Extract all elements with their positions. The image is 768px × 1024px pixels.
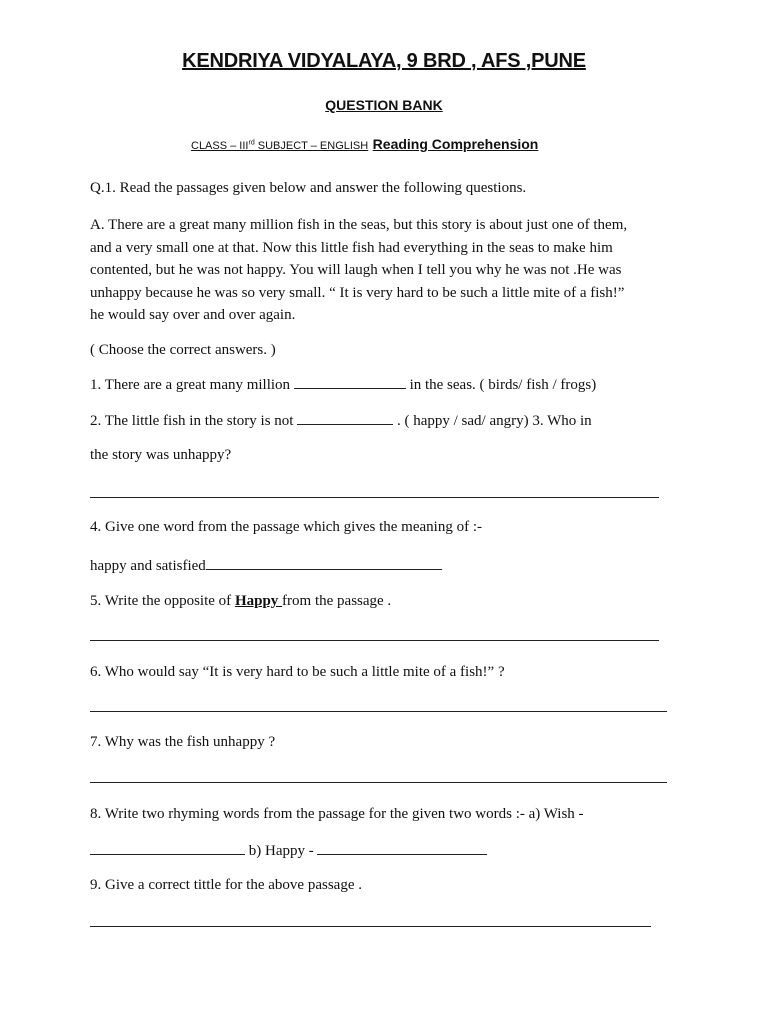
passage-line: he would say over and over again.	[90, 307, 296, 324]
answer-line[interactable]	[90, 926, 651, 927]
class-label: CLASS – IIIrd SUBJECT – ENGLISH	[191, 139, 369, 152]
highlighted-word: Happy	[234, 593, 283, 609]
question-7: 7. Why was the fish unhappy ?	[90, 734, 276, 750]
answer-blank[interactable]	[297, 412, 393, 425]
question-9: 9. Give a correct tittle for the above passage .	[90, 877, 362, 893]
answer-line[interactable]	[90, 640, 659, 641]
question-2: 2. The little fish in the story is not . ( happy / sad/ angry) 3. Who in	[90, 413, 592, 429]
passage-line: A. There are a great many million fish in the seas, but this story is about just one of them,	[90, 217, 628, 233]
document-type-heading: QUESTION BANK	[325, 97, 443, 113]
question-4: 4. Give one word from the passage which gives the meaning of :-	[90, 519, 482, 535]
choose-note: ( Choose the correct answers. )	[90, 342, 276, 358]
question-8-answers: b) Happy -	[90, 842, 487, 860]
passage	[90, 214, 680, 327]
answer-line[interactable]	[90, 782, 667, 783]
answer-blank[interactable]	[90, 842, 245, 855]
question-4-prompt: happy and satisfied	[90, 557, 442, 575]
topic-label: Reading Comprehension	[372, 136, 539, 152]
question-8: 8. Write two rhyming words from the passage for the given two words :- a) Wish -	[90, 806, 584, 822]
question-5: 5. Write the opposite of Happy from the passage .	[90, 593, 392, 609]
class-subject-line	[191, 136, 538, 154]
question-3-continued: the story was unhappy?	[90, 447, 232, 463]
school-title: KENDRIYA VIDYALAYA, 9 BRD , AFS ,PUNE	[182, 50, 586, 72]
answer-blank[interactable]	[206, 557, 442, 570]
answer-line[interactable]	[90, 711, 667, 712]
question-6: 6. Who would say “It is very hard to be such a little mite of a fish!” ?	[90, 664, 505, 680]
passage-line: unhappy because he was so very small. “ It is very hard to be such a little mite of a fish!”	[90, 284, 625, 301]
answer-blank[interactable]	[294, 376, 406, 389]
answer-line[interactable]	[90, 497, 659, 498]
passage-line: contented, but he was not happy. You will laugh when I tell you why he was not .He was	[90, 262, 622, 279]
question-1: 1. There are a great many million in the seas. ( birds/ fish / frogs)	[90, 377, 597, 393]
answer-blank[interactable]	[317, 842, 487, 855]
instruction-text: Q.1. Read the passages given below and answer the following questions.	[90, 180, 527, 196]
passage-line: and a very small one at that. Now this little fish had everything in the seas to make him	[90, 239, 613, 256]
